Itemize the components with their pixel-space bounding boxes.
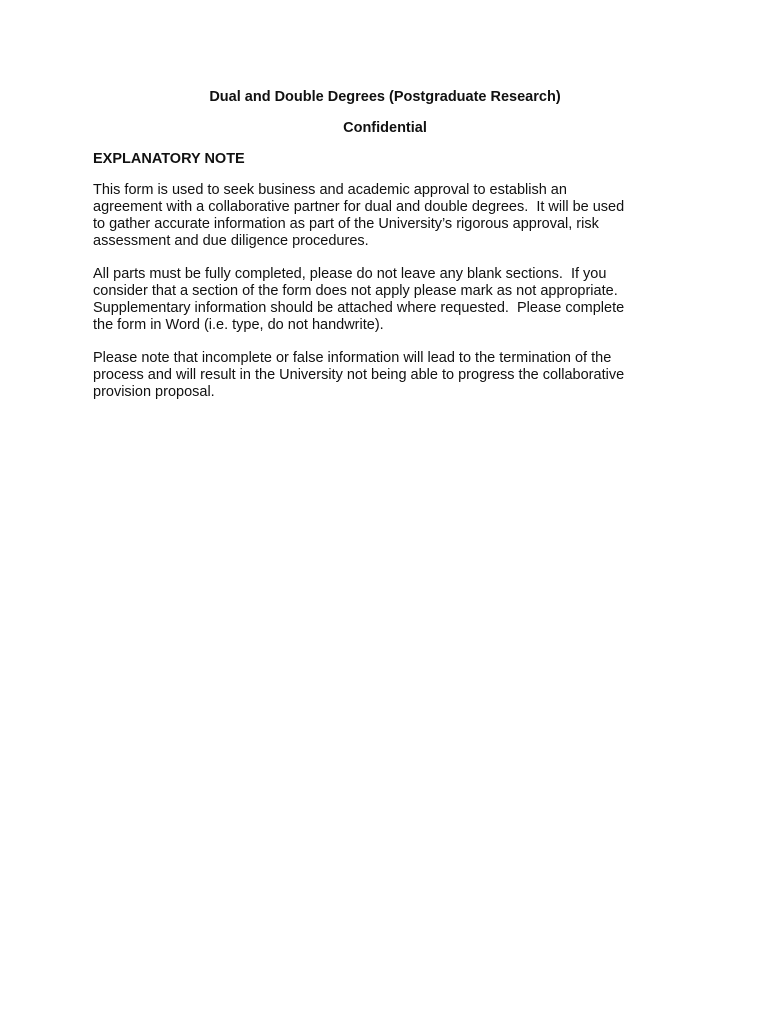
paragraph-line: agreement with a collaborative partner for dual and double degrees. It will be used — [93, 199, 625, 215]
paragraph-line: to gather accurate information as part of the University’s rigorous approval, risk — [93, 216, 599, 232]
paragraph-line: Supplementary information should be attached where requested. Please complete — [93, 300, 625, 316]
section-heading: EXPLANATORY NOTE — [93, 151, 245, 167]
document-title: Dual and Double Degrees (Postgraduate Research) — [209, 89, 561, 105]
confidential-label: Confidential — [343, 120, 427, 136]
paragraph-line: This form is used to seek business and academic approval to establish an — [93, 182, 567, 198]
paragraph-completion — [93, 266, 683, 334]
paragraph-line: process and will result in the University not being able to progress the collaborative — [93, 367, 625, 383]
paragraph-warning — [93, 350, 683, 401]
paragraph-line: the form in Word (i.e. type, do not handwrite). — [93, 317, 384, 333]
paragraph-line: assessment and due diligence procedures. — [93, 233, 369, 249]
paragraph-line: provision proposal. — [93, 384, 215, 400]
paragraph-line: Please note that incomplete or false information will lead to the termination of the — [93, 350, 612, 366]
paragraph-line: All parts must be fully completed, please do not leave any blank sections. If you — [93, 266, 607, 282]
paragraph-purpose — [93, 182, 683, 250]
paragraph-line: consider that a section of the form does not apply please mark as not appropriate. — [93, 283, 618, 299]
